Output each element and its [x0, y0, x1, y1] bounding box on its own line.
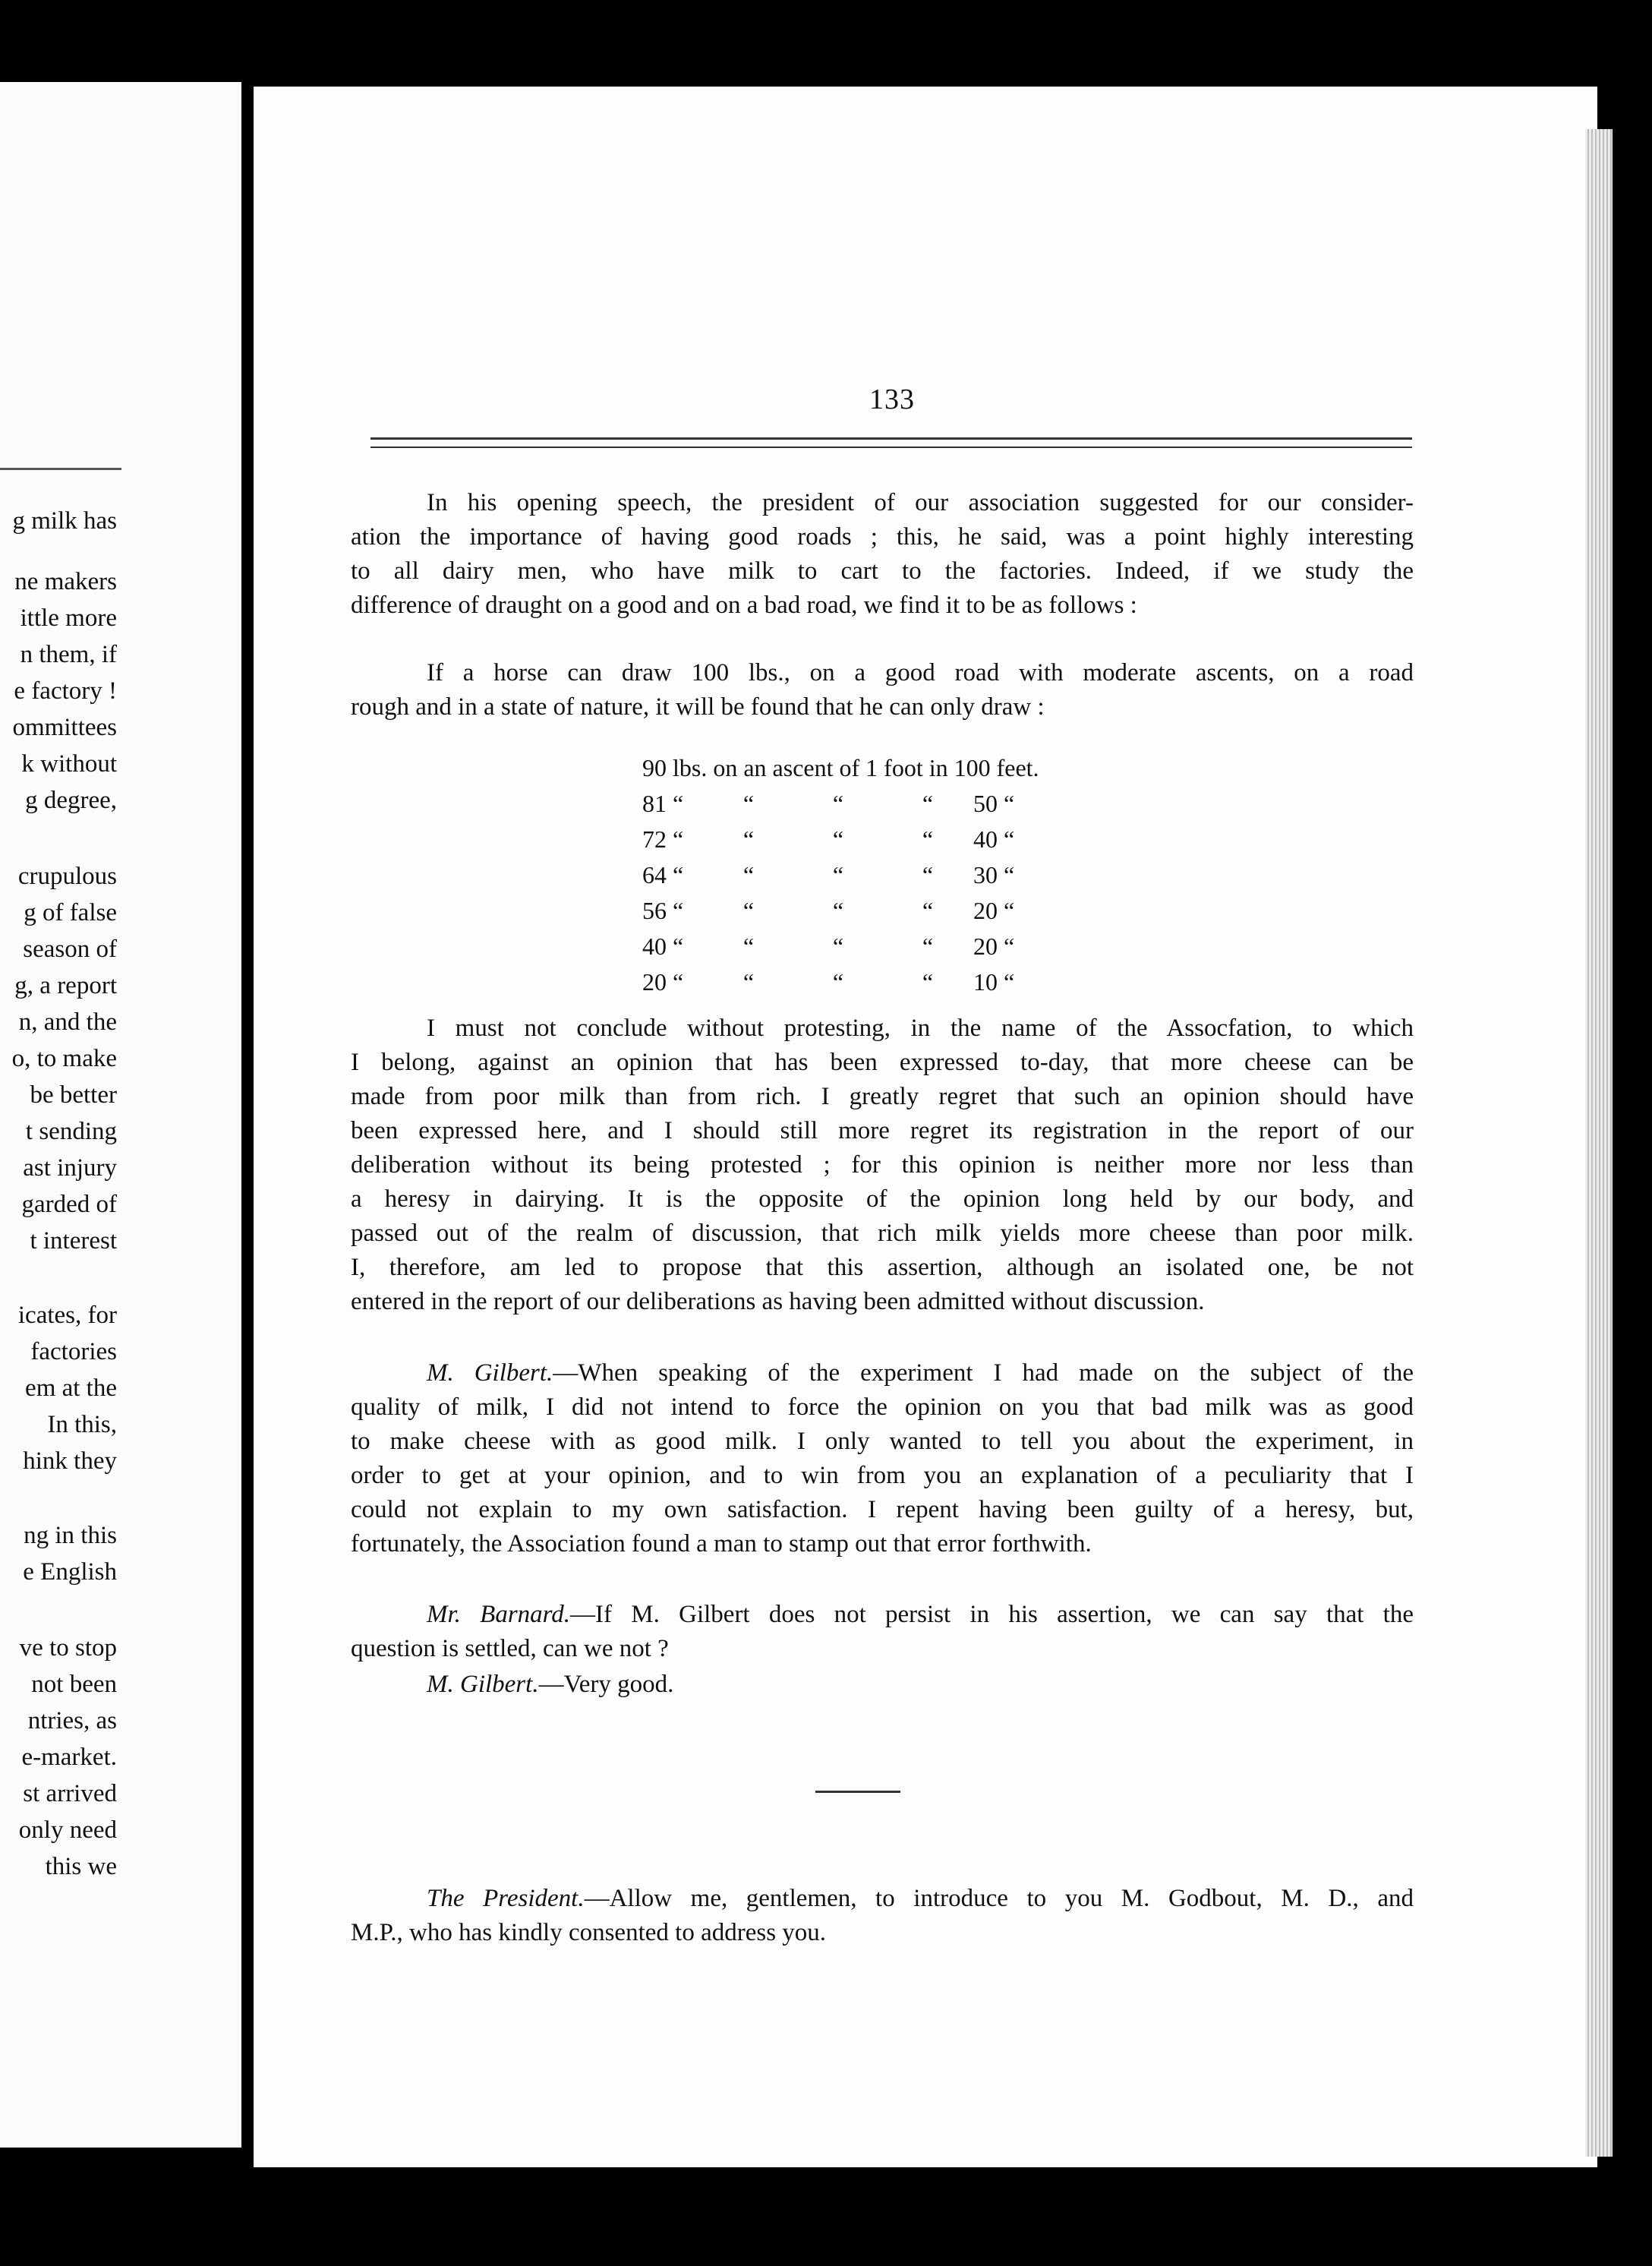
table-row: 20 “ “ “ “ 10 “ [642, 968, 1015, 996]
text-line: I belong, against an opinion that has been expressed to-day, that more cheese can be [351, 1049, 1414, 1076]
text-line: quality of milk, I did not intend to force the opinion on you that bad milk was as good [351, 1393, 1414, 1421]
paragraph-protest [351, 1011, 1414, 1319]
left-page-fragment: n, and the [18, 1008, 117, 1036]
table-lbs: 81 [642, 790, 667, 817]
section-rule [815, 1791, 900, 1793]
table-feet: 10 [973, 968, 998, 996]
table-feet: 30 [973, 861, 998, 888]
table-first-row: 90 lbs. on an ascent of 1 foot in 100 feet. [642, 754, 1039, 781]
table-lbs: 20 [642, 968, 667, 996]
left-page-fragment: n them, if [20, 641, 117, 668]
left-page-fragment: g of false [24, 899, 117, 926]
table-lbs: 72 [642, 825, 667, 853]
header-rule [370, 437, 1412, 448]
dialogue-president [351, 1882, 1414, 1950]
left-page-fragment: crupulous [17, 863, 117, 890]
left-page-fragment: g degree, [25, 787, 117, 814]
text-line: I, therefore, am led to propose that this assertion, although an isolated one, be not [351, 1254, 1414, 1281]
text-line: question is settled, can we not ? [351, 1635, 669, 1662]
left-page-fragment: t interest [30, 1227, 117, 1255]
text-line: —When speaking of the experiment I had made on the subject of the [553, 1359, 1414, 1387]
left-page-fragment: ast injury [23, 1154, 117, 1182]
speaker-name: M. Gilbert. [427, 1671, 539, 1698]
text-line: passed out of the realm of discussion, that rich milk yields more cheese than poor milk. [351, 1220, 1414, 1247]
left-page-fragment: factories [30, 1338, 117, 1365]
left-page-fragment: this we [45, 1853, 117, 1880]
dialogue-gilbert [351, 1356, 1414, 1561]
text-line: ation the importance of having good roads ; this, he said, was a point highly interesting [351, 523, 1414, 551]
page-stack-edge [1585, 129, 1613, 2157]
left-page-fragment: ntries, as [27, 1707, 117, 1734]
paragraph-roads [351, 486, 1414, 623]
text-line: —Allow me, gentlemen, to introduce to you M. Godbout, M. D., and [584, 1885, 1414, 1912]
left-page-fragment: e-market. [21, 1744, 117, 1771]
text-line: If a horse can draw 100 lbs., on a good road with moderate ascents, on a road [427, 659, 1414, 686]
text-line: to make cheese with as good milk. I only wanted to tell you about the experiment, in [351, 1428, 1414, 1455]
speaker-name: Mr. Barnard. [427, 1601, 571, 1628]
text-line: order to get at your opinion, and to win from you an explanation of a peculiarity that I [351, 1462, 1414, 1489]
text-line: I must not conclude without protesting, in the name of the Assocfation, to which [427, 1015, 1414, 1042]
paragraph-horse-draught [351, 656, 1414, 724]
left-page-fragment: em at the [25, 1374, 117, 1402]
left-page-fragment: e English [23, 1558, 117, 1586]
left-page-fragment: only need [18, 1816, 117, 1844]
table-lbs: 56 [642, 897, 667, 924]
text-line: could not explain to my own satisfaction. I repent having been guilty of a heresy, but, [351, 1496, 1414, 1523]
text-line: entered in the report of our deliberations as having been admitted without discussion. [351, 1288, 1205, 1315]
left-page-fragment: ve to stop [19, 1634, 117, 1662]
table-row: 72 “ “ “ “ 40 “ [642, 825, 1015, 853]
left-page-fragment: not been [31, 1671, 117, 1698]
dialogue-barnard [351, 1598, 1414, 1666]
left-page-fragment: ng in this [24, 1522, 117, 1549]
table-feet: 20 [973, 897, 998, 924]
text-line: rough and in a state of nature, it will be found that he can only draw : [351, 693, 1045, 721]
text-line: been expressed here, and I should still more regret its registration in the report of our [351, 1117, 1414, 1144]
left-page-rule [0, 468, 121, 470]
table-row: 81 “ “ “ “ 50 “ [642, 790, 1015, 817]
speaker-name: M. Gilbert. [427, 1359, 553, 1387]
text-line: In his opening speech, the president of our association suggested for our consider- [427, 489, 1414, 516]
text-line: fortunately, the Association found a man to stamp out that error forthwith. [351, 1530, 1092, 1557]
left-page-fragment: In this, [47, 1411, 117, 1438]
left-page-fragment: t sending [25, 1118, 117, 1145]
text-line: deliberation without its being protested ; for this opinion is neither more nor less than [351, 1151, 1414, 1179]
text-line: —Very good. [538, 1671, 674, 1698]
table-row [642, 750, 1039, 786]
text-line: to all dairy men, who have milk to cart to the factories. Indeed, if we study the [351, 557, 1414, 585]
text-line: made from poor milk than from rich. I greatly regret that such an opinion should have [351, 1083, 1414, 1110]
table-row: 64 “ “ “ “ 30 “ [642, 861, 1015, 888]
left-page-fragment: ne makers [14, 568, 117, 595]
draught-table [642, 750, 1039, 1000]
table-feet: 50 [973, 790, 998, 817]
left-page-fragment: garded of [21, 1191, 117, 1218]
table-feet: 20 [973, 933, 998, 960]
table-lbs: 40 [642, 933, 667, 960]
page-number: 133 [869, 383, 915, 415]
left-page-fragment: g milk has [12, 507, 117, 535]
table-lbs: 64 [642, 861, 667, 888]
left-page-fragment: season of [23, 936, 117, 963]
left-page-fragment: be better [30, 1081, 117, 1109]
dialogue-gilbert-reply [351, 1668, 1414, 1702]
table-feet: 40 [973, 825, 998, 853]
left-page-fragment: o, to make [11, 1045, 117, 1072]
table-row: 40 “ “ “ “ 20 “ [642, 933, 1015, 960]
text-line: a heresy in dairying. It is the opposite of the opinion long held by our body, and [351, 1185, 1414, 1213]
left-page-fragment: hink they [23, 1447, 117, 1475]
table-row: 56 “ “ “ “ 20 “ [642, 897, 1015, 924]
text-line: —If M. Gilbert does not persist in his assertion, we can say that the [570, 1601, 1414, 1628]
text-line: M.P., who has kindly consented to address you. [351, 1919, 827, 1946]
left-page-fragment: ommittees [12, 714, 117, 741]
left-page-margin [0, 82, 241, 2148]
left-page-fragment: g, a report [14, 972, 117, 999]
left-page-fragment: st arrived [23, 1780, 117, 1807]
left-page-fragment: ittle more [20, 604, 117, 632]
left-page-fragment: icates, for [17, 1302, 117, 1329]
left-page-fragment: e factory ! [14, 677, 117, 705]
left-page-fragment: k without [21, 750, 117, 778]
speaker-name: The President. [427, 1885, 585, 1912]
text-line: difference of draught on a good and on a bad road, we find it to be as follows : [351, 592, 1137, 619]
